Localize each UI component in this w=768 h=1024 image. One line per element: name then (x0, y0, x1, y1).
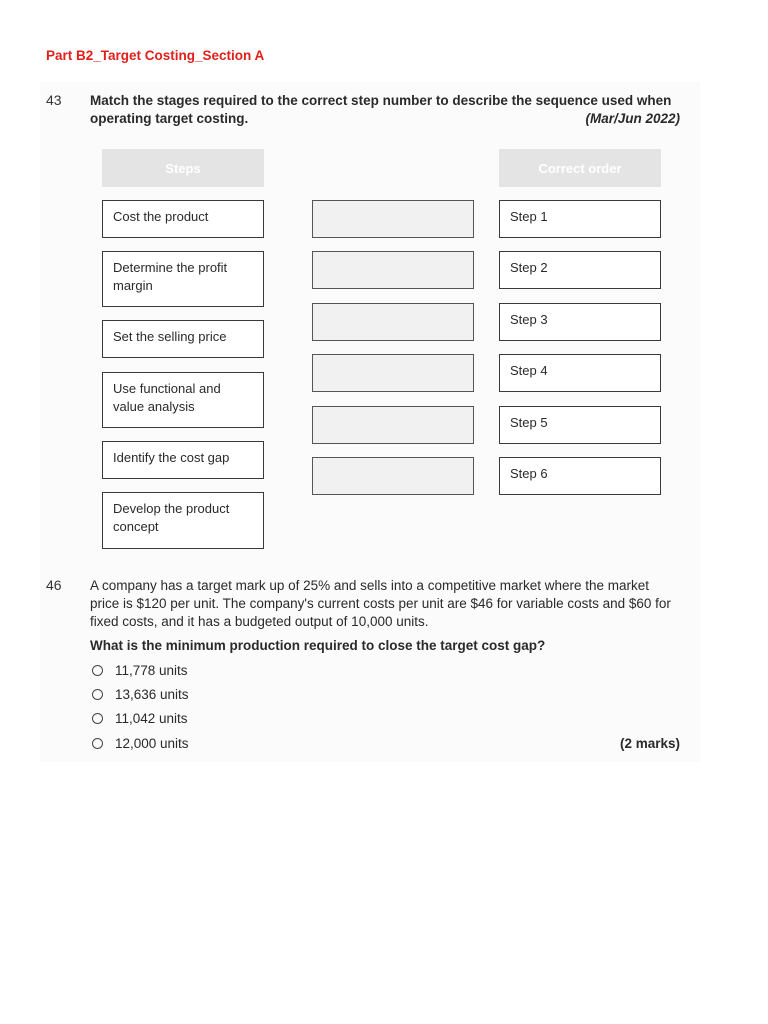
order-step-6: Step 6 (499, 457, 661, 495)
answer-option-3[interactable] (92, 711, 188, 726)
radio-icon[interactable] (92, 665, 103, 676)
answer-option-1[interactable] (92, 663, 188, 678)
answer-option-4[interactable] (92, 736, 189, 751)
marks-label: (2 marks) (620, 736, 681, 751)
drop-target-2[interactable] (312, 251, 474, 289)
correct-order-header: Correct order (499, 149, 661, 187)
question-43-date: (Mar/Jun 2022) (585, 111, 680, 126)
step-option-functional-analysis[interactable]: Use functional and value analysis (102, 372, 264, 428)
question-number-43: 43 (46, 92, 62, 108)
answer-option-2[interactable] (92, 687, 189, 702)
document-header: Part B2_Target Costing_Section A (46, 48, 265, 63)
order-step-3: Step 3 (499, 303, 661, 341)
drop-target-4[interactable] (312, 354, 474, 392)
question-46-prompt: What is the minimum production required to close the target cost gap? (90, 638, 546, 653)
question-43-text (90, 92, 680, 128)
order-step-2: Step 2 (499, 251, 661, 289)
step-option-profit-margin[interactable]: Determine the profit margin (102, 251, 264, 307)
drop-target-1[interactable] (312, 200, 474, 238)
answer-option-label: 13,636 units (115, 687, 189, 702)
step-option-selling-price[interactable]: Set the selling price (102, 320, 264, 358)
question-46-text: A company has a target mark up of 25% and sells into a competitive market where the market price is $120 per unit. The company's current costs per unit are $46 for variable costs and $60 for fixed costs, and it has a budgeted output of 10,000 units. (90, 578, 671, 629)
drop-target-5[interactable] (312, 406, 474, 444)
steps-header: Steps (102, 149, 264, 187)
step-option-cost-gap[interactable]: Identify the cost gap (102, 441, 264, 479)
question-number-46: 46 (46, 577, 62, 593)
answer-option-label: 11,042 units (115, 711, 188, 726)
radio-icon[interactable] (92, 738, 103, 749)
radio-icon[interactable] (92, 713, 103, 724)
radio-icon[interactable] (92, 689, 103, 700)
question-43-prompt: Match the stages required to the correct step number to describe the sequence used when operating target costing. (90, 93, 672, 126)
drop-target-6[interactable] (312, 457, 474, 495)
order-step-4: Step 4 (499, 354, 661, 392)
step-option-cost-product[interactable]: Cost the product (102, 200, 264, 238)
order-step-5: Step 5 (499, 406, 661, 444)
order-step-1: Step 1 (499, 200, 661, 238)
drop-target-3[interactable] (312, 303, 474, 341)
step-option-product-concept[interactable]: Develop the product concept (102, 492, 264, 549)
answer-option-label: 11,778 units (115, 663, 188, 678)
answer-option-label: 12,000 units (115, 736, 189, 751)
